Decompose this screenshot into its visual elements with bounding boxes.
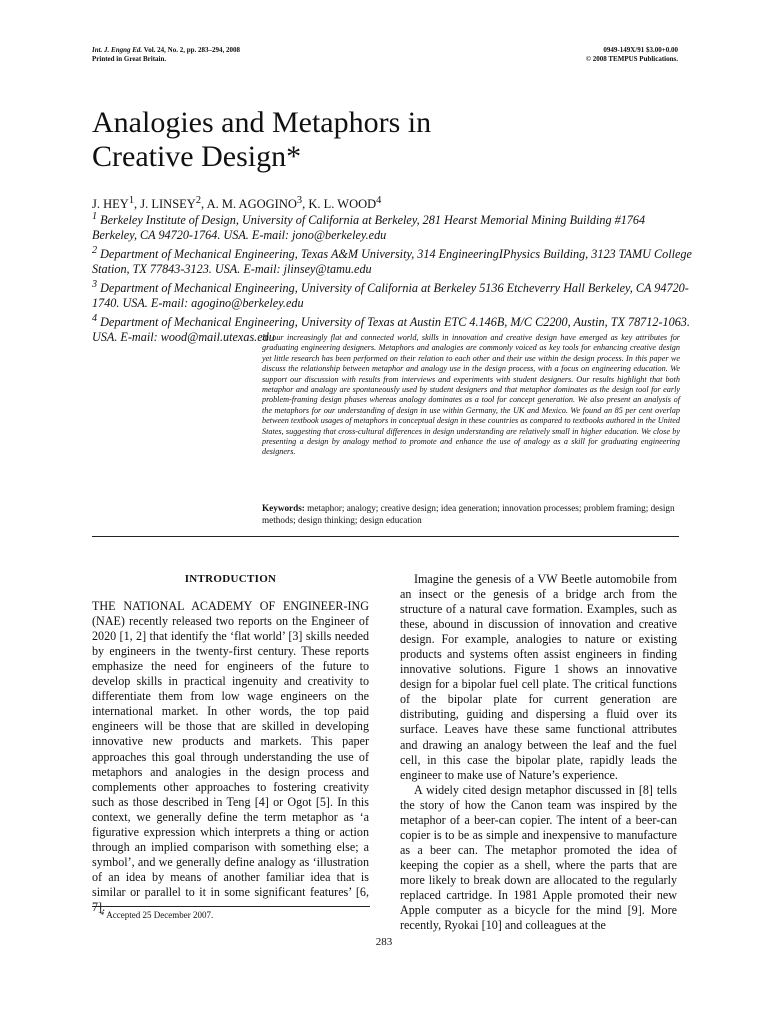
- abstract: In our increasingly flat and connected world, skills in innovation and creative design have emerged as key attributes for graduating engineering designers. Metaphors and analogies are commonly voiced as key tools for enhancing creative design yet little research has been performed on their relation to each other and their use within the design process. In this paper we discuss the relationship between metaphor and analogy use in the design process, with a focus on engineering education. We support our discussion with results from interviews and experiments with student designers. Our results highlight that both metaphor and analogy are spontaneously used by student designers and that metaphor dominates as the design tool for early problem-framing design phases whereas analogy dominates as a tool for concept generation. We also present an analysis of the metaphors for our understanding of design in use within Germany, the UK and Mexico. We found an 85 per cent overlap between textbook usages of metaphors in conceptual design in these countries as compared to textbooks authored in the United States, suggesting that cross-cultural differences in design understanding are relatively small in higher education. We close by presenting a design by analogy method to promote and enhance the use of analogy as a skill for graduating engineering designers.: [262, 333, 680, 457]
- author-name: , J. LINSEY: [134, 197, 196, 212]
- keywords: [262, 503, 680, 526]
- journal-citation: Vol. 24, No. 2, pp. 283–294, 2008: [142, 46, 241, 54]
- affiliation-text: Department of Mechanical Engineering, University of Texas at Austin ETC 4.146B, M/C C2200, Austin, TX 78712-1063. USA. E-mail: wood@mail.utexas.edu: [92, 315, 690, 345]
- affiliation-text: Department of Mechanical Engineering, University of California at Berkeley 5136 Etcheverry Hall Berkeley, CA 94720-1740. USA. E-mail: agogino@berkeley.edu: [92, 281, 689, 311]
- affiliation-number: 1: [92, 211, 98, 222]
- keywords-label: Keywords:: [262, 503, 305, 513]
- footnote: * Accepted 25 December 2007.: [100, 910, 214, 920]
- body-paragraph: Imagine the genesis of a VW Beetle automobile from an insect or the genesis of a bridge arch from the structure of a natural cave formation. Examples, such as these, abound in discussion of innovation and creative design. For example, analogies to nature or existing products and systems often assist engineers in finding innovative solutions. Figure 1 shows an innovative design for a bipolar fuel cell plate. The critical functions of the bipolar plate for current generation are distributing, guiding and dispersing a fluid over its surface. Leaves have these same functional attributes and drawing an analogy between the leaf and the fuel cell, in this case the bipolar plate, rapidly leads the engineer to make use of Nature’s experience.: [400, 572, 677, 782]
- footnote-divider: [92, 906, 370, 907]
- title-line-2: Creative Design*: [92, 140, 302, 173]
- copyright-note: © 2008 TEMPUS Publications.: [585, 55, 678, 63]
- author-superscript: 1: [128, 195, 135, 206]
- affiliation-text: Department of Mechanical Engineering, Texas A&M University, 314 EngineeringIPhysics Building, 3123 TAMU College Station, TX 77843-3123. USA. E-mail: jlinsey@tamu.edu: [92, 247, 692, 277]
- running-header-right: [586, 46, 678, 64]
- affiliation-text: Berkeley Institute of Design, University of California at Berkeley, 281 Hearst Memorial Mining Building #1764 Berkeley, CA 94720-1764. USA. E-mail: jono@berkeley.edu: [92, 213, 646, 243]
- affiliation-number: 4: [92, 313, 98, 325]
- author-name: , A. M. AGOGINO: [201, 197, 297, 212]
- keywords-text: metaphor; analogy; creative design; idea generation; innovation processes; problem framing; design methods; design thinking; design education: [262, 503, 675, 525]
- author-name: J. HEY: [92, 197, 129, 212]
- affiliation-item: [92, 209, 692, 243]
- issn-code: 0949-149X/91 $3.00+0.00: [603, 46, 678, 54]
- printed-note: Printed in Great Britain.: [92, 55, 167, 63]
- journal-name: Int. J. Engng Ed.: [92, 46, 143, 54]
- page-number: 283: [375, 936, 393, 948]
- paper-title: [92, 106, 652, 174]
- section-heading: INTRODUCTION: [184, 573, 277, 585]
- running-header-left: [92, 46, 240, 64]
- right-column: [400, 572, 677, 933]
- affiliation-list: [92, 209, 692, 345]
- affiliation-number: 3: [92, 279, 98, 291]
- body-paragraph: A widely cited design metaphor discussed in [8] tells the story of how the Canon team was inspired by the metaphor of a beer-can copier. The intent of a beer-can copier is to be as simple and inexpensive to manufacture as a beer can. The metaphor promoted the idea of keeping the copier as a shell, where the parts that are more likely to break down are allocated to the regularly replaced cartridge. In 1981 Apple promoted their new Apple computer as a bicycle for the mind [9]. More recently, Ryokai [10] and colleagues at the: [400, 782, 677, 933]
- section-divider: [92, 536, 679, 537]
- affiliation-number: 2: [92, 245, 98, 257]
- author-superscript: 3: [296, 195, 303, 206]
- author-name: , K. L. WOOD: [302, 197, 377, 212]
- affiliation-item: [92, 277, 692, 311]
- left-column: [92, 572, 369, 915]
- author-superscript: 4: [376, 195, 382, 206]
- affiliation-item: [92, 243, 692, 277]
- author-superscript: 2: [195, 195, 202, 206]
- title-line-1: Analogies and Metaphors in: [92, 106, 432, 139]
- body-paragraph: THE NATIONAL ACADEMY OF ENGINEER-ING (NAE) recently released two reports on the Engineer of 2020 [1, 2] that identify the ‘flat world’ [3] skills needed by engineers in the twenty-first century. These reports emphasize the need for engineers of the future to develop skills in practical ingenuity and creativity to differentiate them from low wage engineers on the international market. In other words, the top paid engineers will be those that are skilled in developing innovative new products and markets. This paper approaches this goal through understanding the use of metaphors and analogies in the design process and complements other approaches to fostering creativity such as those described in Teng [4] or Ogot [5]. In this context, we generally define the term metaphor as ‘a figurative expression which interprets a thing or action through an implied comparison with something else; a symbol’, and we generally define analogy as ‘illustration of an idea by means of another familiar idea that is similar or parallel to it in some significant features’ [6, 7].: [92, 599, 369, 914]
